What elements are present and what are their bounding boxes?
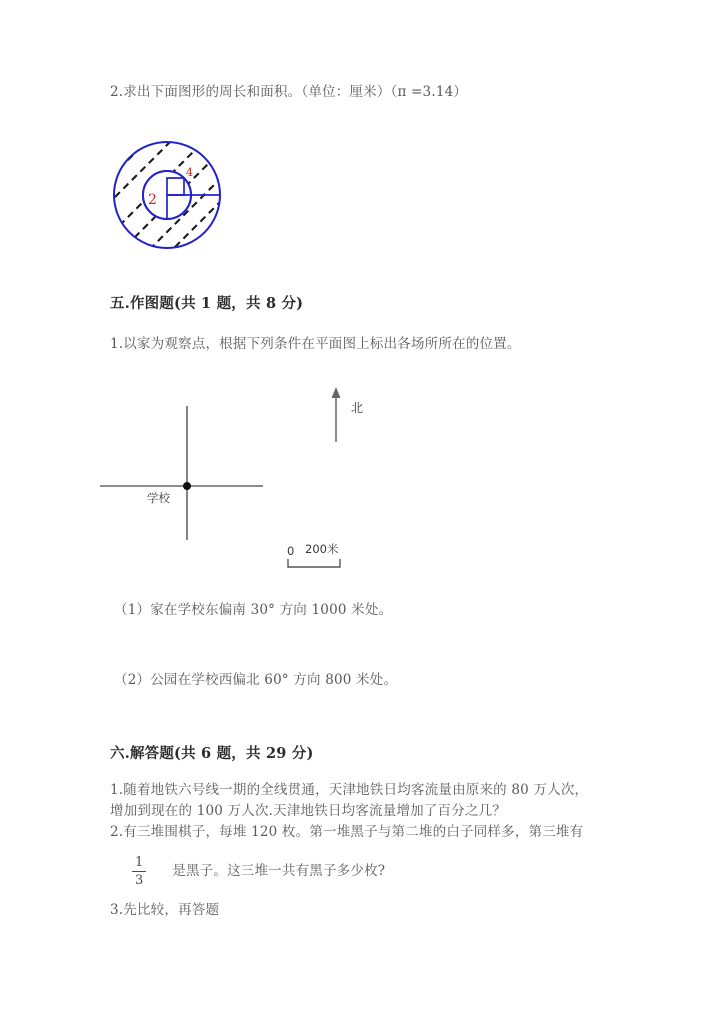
drawing-item-2 [110, 670, 630, 691]
direction-plan-figure [100, 378, 400, 573]
drawing-heading-text: 五.作图题(共 1 题，共 8 分) [110, 295, 304, 312]
concentric-circles-figure [112, 128, 262, 263]
drawing-question-line: 1.以家为观察点，根据下列条件在平面图上标出各场所所在的位置。 [110, 336, 521, 352]
north-label: 北 [351, 401, 364, 415]
drawing-item-1 [110, 600, 630, 621]
answer-q2-line-1: 2.有三堆围棋子，每堆 120 枚。第一堆黑子与第二堆的白子同样多，第三堆有 [110, 824, 584, 840]
drawing-item-1-text: （1）家在学校东偏南 30° 方向 1000 米处。 [114, 602, 393, 618]
answer-section-heading [110, 742, 630, 763]
drawing-question-text [110, 334, 630, 355]
outer-radius-label: 4 [186, 166, 193, 179]
scale-bar [288, 559, 340, 567]
scale-value-label: 200米 [305, 542, 339, 556]
answer-q2-fraction-tail: 是黑子。这三堆一共有黑子多少枚? [172, 863, 386, 879]
scale-zero-label: 0 [287, 544, 295, 558]
fraction-numerator: 1 [135, 855, 144, 870]
geometry-question-line: 2.求出下面图形的周长和面积。（单位：厘米）（π =3.14） [110, 84, 468, 100]
drawing-item-2-text: （2）公园在学校西偏北 60° 方向 800 米处。 [114, 672, 398, 688]
answer-q3-line-1: 3.先比较，再答题 [110, 902, 220, 918]
answer-heading-text: 六.解答题(共 6 题，共 29 分) [110, 745, 314, 762]
answer-q1-line-1: 1.随着地铁六号线一期的全线贯通，天津地铁日均客流量由原来的 80 万人次， [110, 782, 589, 798]
inner-radius-label: 2 [148, 192, 157, 208]
origin-label: 学校 [147, 491, 170, 505]
answer-question-2 [110, 822, 630, 843]
fraction-denominator: 3 [135, 873, 144, 888]
north-arrow-head [332, 387, 341, 398]
drawing-section-heading [110, 292, 630, 313]
origin-dot [183, 482, 191, 490]
answer-question-2-fraction-row [110, 855, 630, 888]
fraction-one-third [132, 855, 146, 888]
answer-question-3 [110, 900, 630, 921]
geometry-question-text [110, 82, 630, 103]
answer-q1-line-2: 增加到现在的 100 万人次.天津地铁日均客流量增加了百分之几？ [110, 803, 507, 819]
fraction-bar [132, 871, 146, 872]
answer-question-1 [110, 780, 630, 822]
